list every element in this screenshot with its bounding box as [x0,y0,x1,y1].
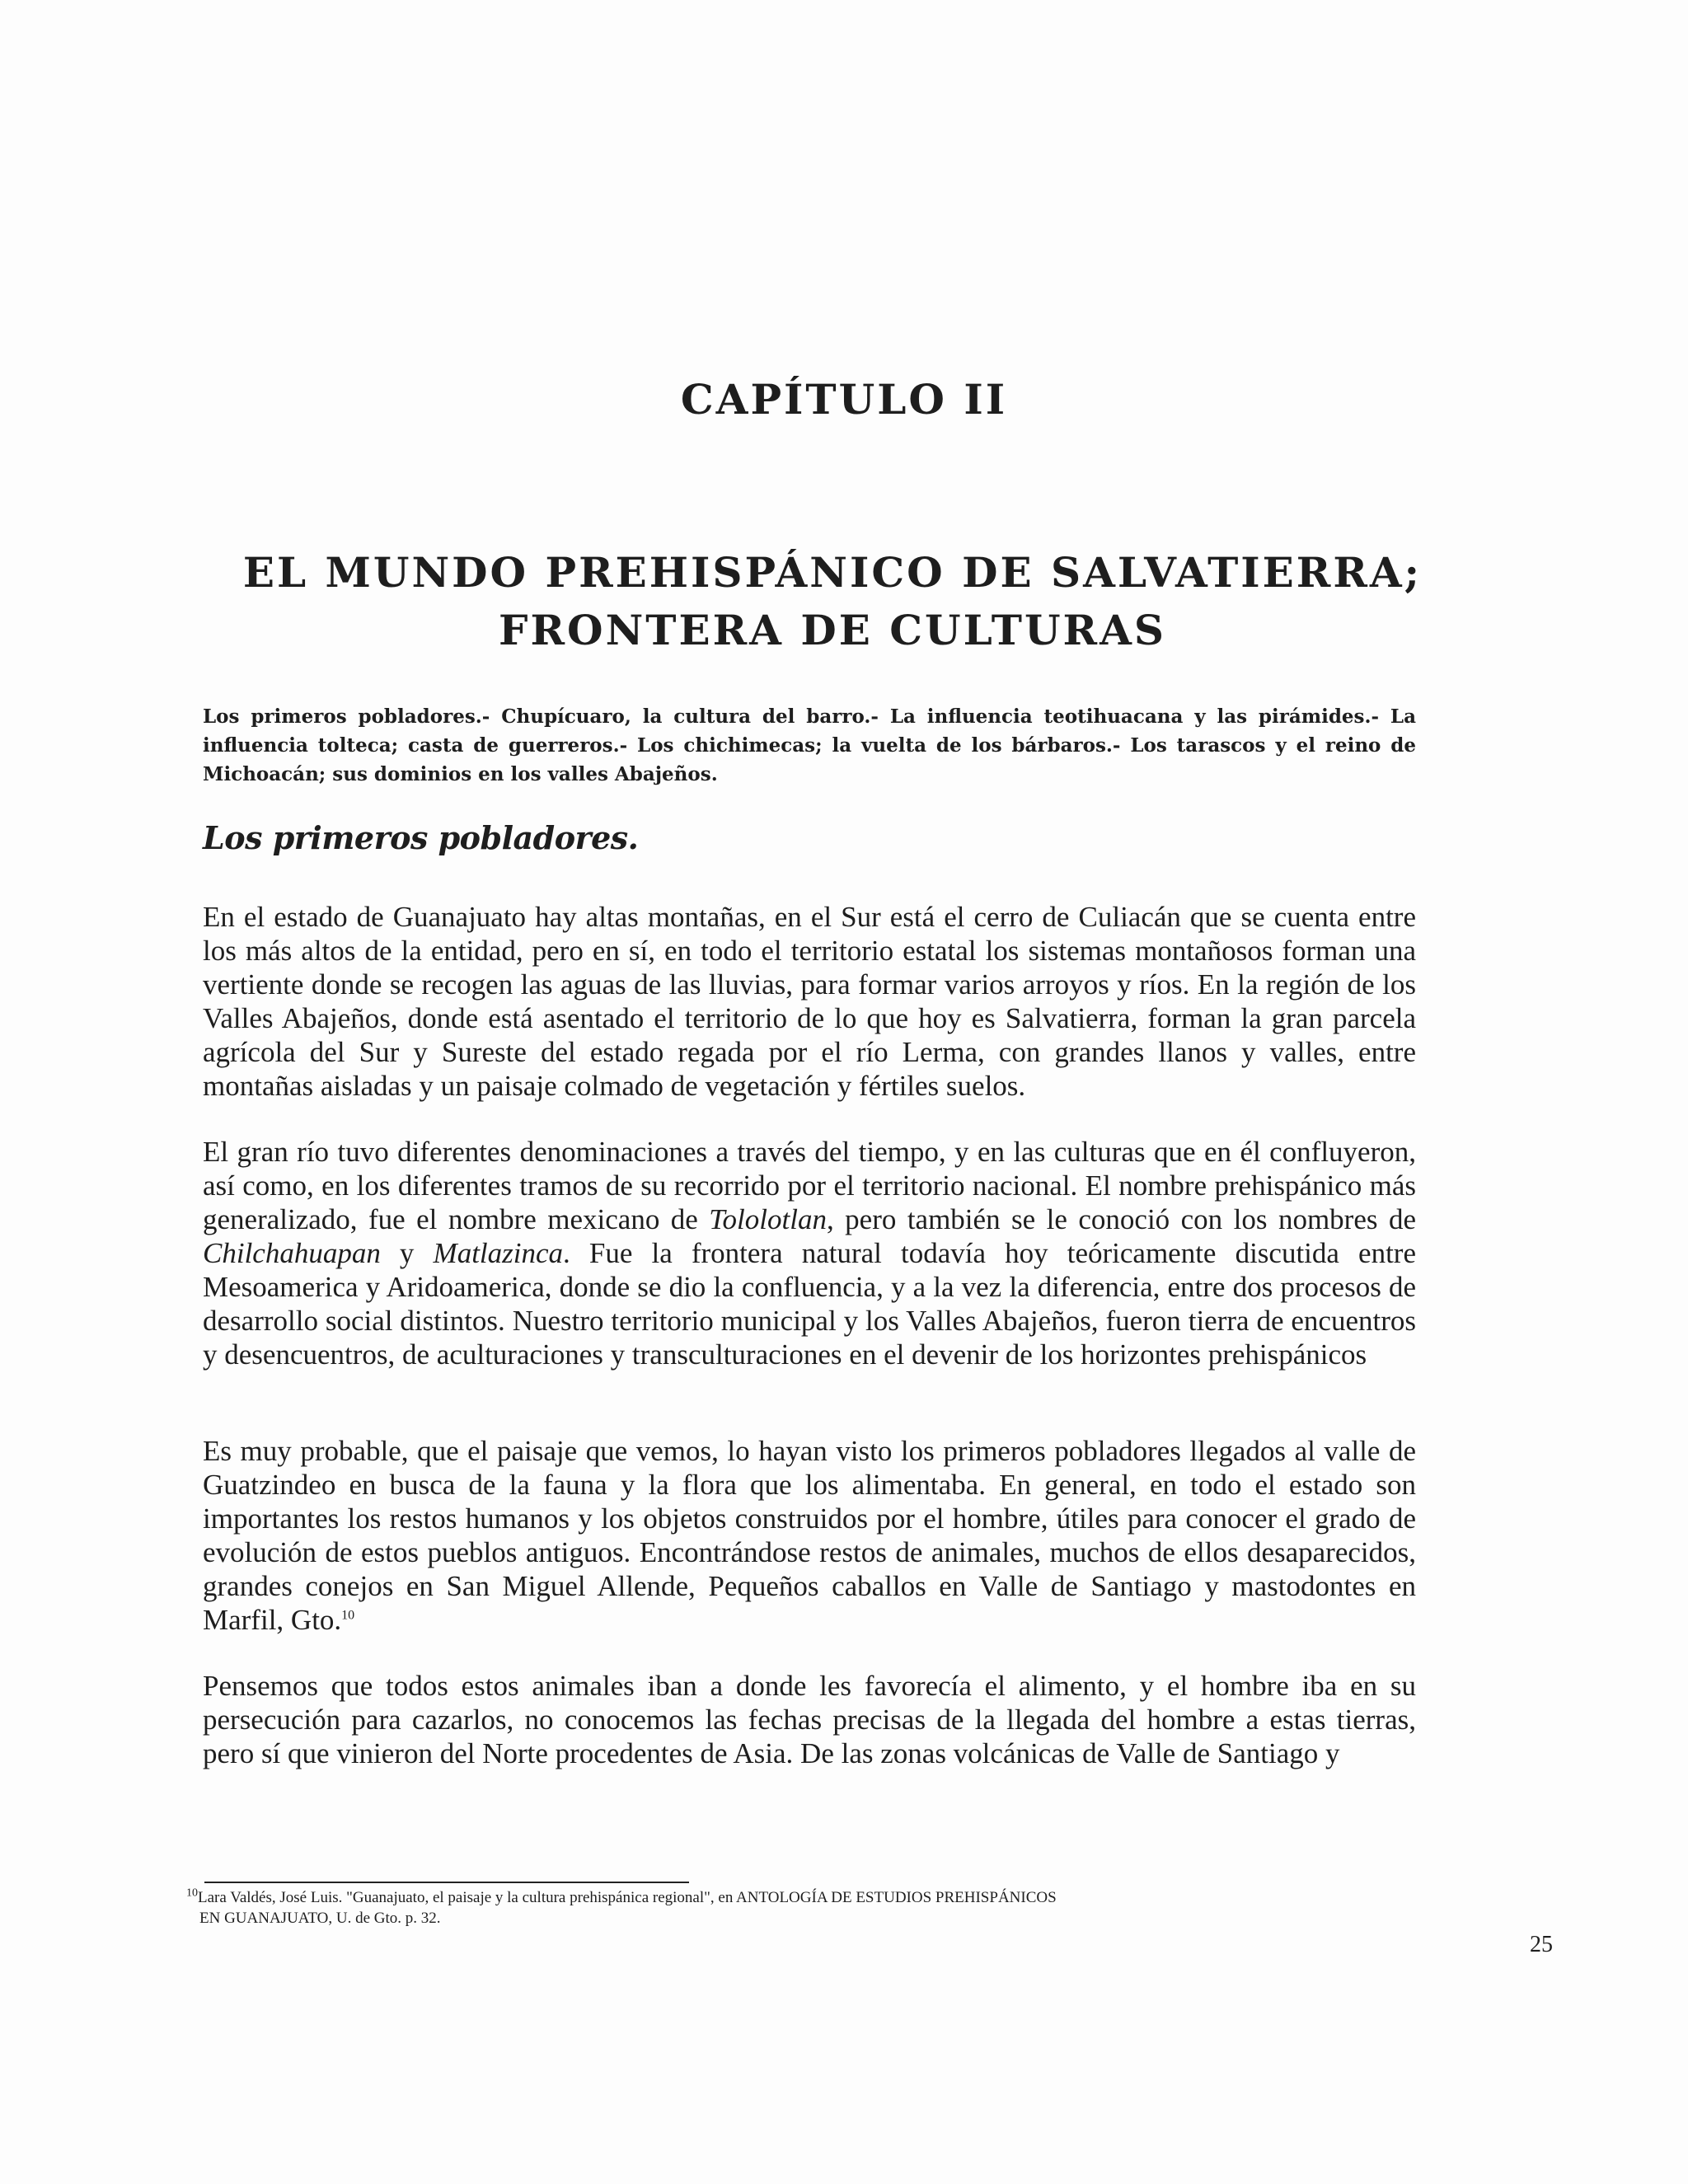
paragraph-2-text-b: , pero también se le conoció con los nombres de [826,1203,1417,1235]
section-heading: Los primeros pobladores. [203,819,639,856]
footnote-mark: 10 [186,1886,198,1900]
paragraph-1: En el estado de Guanajuato hay altas montañas, en el Sur está el cerro de Culiacán que se cuenta entre los más altos de la entidad, pero en sí, en todo el territorio estatal los sistemas montañosos forman una vertiente donde se recogen las aguas de las lluvias, para formar varios arroyos y ríos. En la región de los Valles Abajeños, donde está asentado el territorio de lo que hoy es Salvatierra, forman la gran parcela agrícola del Sur y Sureste del estado regada por el río Lerma, con grandes llanos y valles, entre montañas aisladas y un paisaje colmado de vegetación y fértiles suelos. [203,901,1416,1102]
footnote-reference[interactable]: 10 [341,1608,355,1623]
page-number: 25 [1530,1932,1553,1957]
chapter-title-line-1: EL MUNDO PREHISPÁNICO DE SALVATIERRA; [242,548,1423,597]
river-name-tololotlan: Tololotlan [709,1203,827,1235]
footnote [186,1887,1258,1929]
river-name-matlazinca: Matlazinca [433,1237,564,1269]
paragraph-2 [203,1135,1416,1371]
paragraph-2-text-d: . Fue la frontera natural todavía hoy teóricamente discutida entre Mesoamerica y Aridoamerica, donde se dio la confluencia, y a la vez la diferencia, entre dos procesos de desarrollo social distintos. Nuestro territorio municipal y los Valles Abajeños, fueron tierra de encuentros y desencuentros, de aculturaciones y transculturaciones en el devenir de los horizontes prehispánicos [203,1237,1416,1371]
chapter-summary: Los primeros pobladores.- Chupícuaro, la cultura del barro.- La influencia teotihuacana y las pirámides.- La influencia tolteca; casta de guerreros.- Los chichimecas; la vuelta de los bárbaros.- Los tarascos y el reino de Michoacán; sus dominios en los valles Abajeños. [203,705,1416,785]
river-name-chilchahuapan: Chilchahuapan [203,1237,381,1269]
footnote-line-1: Lara Valdés, José Luis. "Guanajuato, el paisaje y la cultura prehispánica regional", en ANTOLOGÍA DE ESTUDIOS PREHISPÁNICOS [198,1889,1057,1906]
paragraph-2-text-c: y [380,1237,434,1269]
paragraph-4: Pensemos que todos estos animales iban a donde les favorecía el alimento, y el hombre iba en su persecución para cazarlos, no conocemos las fechas precisas de la llegada del hombre a estas tierras, pero sí que vinieron del Norte procedentes de Asia. De las zonas volcánicas de Valle de Santiago y [203,1670,1416,1769]
footnote-divider [204,1882,689,1883]
chapter-label: CAPÍTULO II [680,375,1008,424]
paragraph-2-text-a: El gran río tuvo diferentes denominaciones a través del tiempo, y en las culturas que en él confluyeron, así como, en los diferentes tramos de su recorrido por el territorio nacional. El nombre prehispánico más generalizado, fue el nombre mexicano de [203,1136,1416,1235]
chapter-title-line-2: FRONTERA DE CULTURAS [499,606,1166,654]
chapter-title [165,544,1500,659]
paragraph-3 [203,1434,1416,1637]
footnote-line-2: EN GUANAJUATO, U. de Gto. p. 32. [199,1910,441,1927]
paragraph-3-text: Es muy probable, que el paisaje que vemos, lo hayan visto los primeros pobladores llegados al valle de Guatzindeo en busca de la fauna y la flora que los alimentaba. En general, en todo el estado son importantes los restos humanos y los objetos construidos por el hombre, útiles para conocer el grado de evolución de estos pueblos antiguos. Encontrándose restos de animales, muchos de ellos desaparecidos, grandes conejos en San Miguel Allende, Pequeños caballos en Valle de Santiago y mastodontes en Marfil, Gto. [203,1435,1416,1636]
